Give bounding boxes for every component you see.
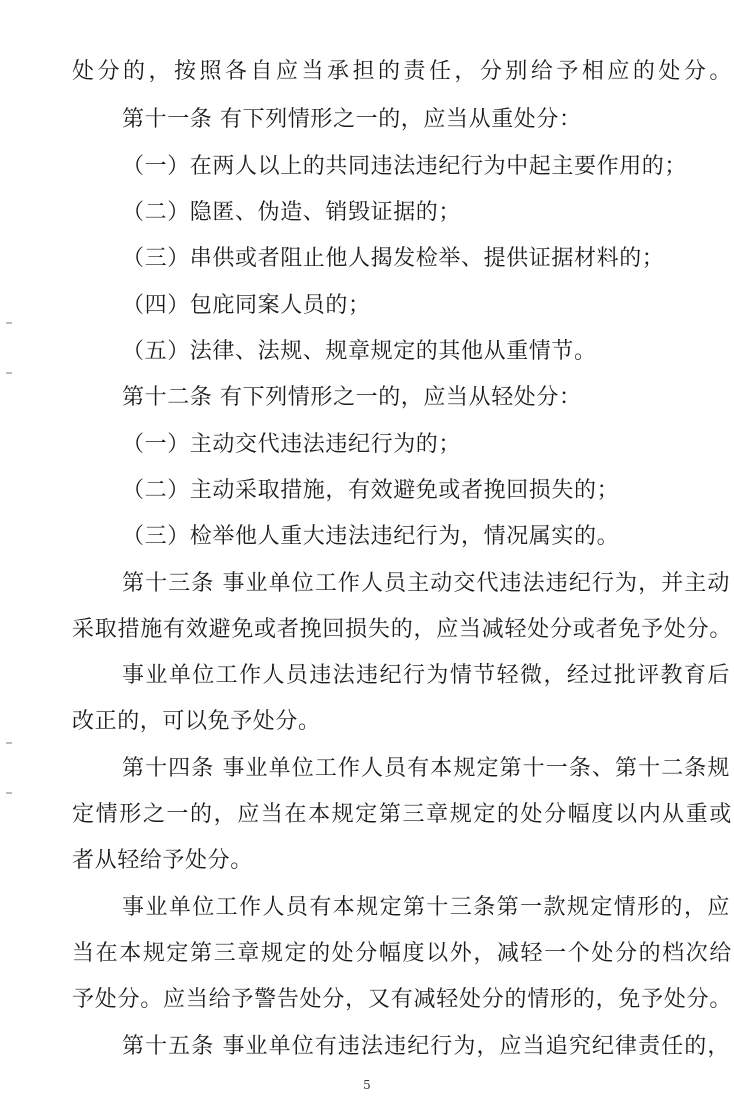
- text-line: 当在本规定第三章规定的处分幅度以外，减轻一个处分的档次给: [72, 941, 732, 966]
- list-item: （四）包庇同案人员的；: [122, 293, 371, 318]
- list-item: （一）在两人以上的共同违法违纪行为中起主要作用的；: [122, 154, 688, 179]
- text-line: 处分的，按照各自应当承担的责任，分别给予相应的处分。: [72, 59, 732, 84]
- paragraph-line: 事业单位工作人员违法违纪行为情节轻微，经过批评教育后: [122, 663, 730, 688]
- margin-mark: [6, 742, 12, 744]
- margin-mark: [6, 792, 12, 794]
- article-heading: 第十二条 有下列情形之一的，应当从轻处分：: [122, 385, 582, 410]
- list-item: （五）法律、法规、规章规定的其他从重情节。: [122, 339, 597, 364]
- list-item: （二）隐匿、伪造、销毁证据的；: [122, 200, 462, 225]
- list-item: （一）主动交代违法违纪行为的；: [122, 432, 462, 457]
- margin-mark: [6, 322, 12, 324]
- text-line: 予处分。应当给予警告处分，又有减轻处分的情形的，免予处分。: [72, 987, 732, 1012]
- article-heading: 第十四条 事业单位工作人员有本规定第十一条、第十二条规: [122, 756, 730, 781]
- margin-mark: [6, 372, 12, 374]
- text-line: 采取措施有效避免或者挽回损失的，应当减轻处分或者免予处分。: [72, 617, 732, 642]
- paragraph-line: 事业单位工作人员有本规定第十三条第一款规定情形的，应: [122, 895, 730, 920]
- article-heading: 第十三条 事业单位工作人员主动交代违法违纪行为，并主动: [122, 571, 730, 596]
- list-item: （三）串供或者阻止他人揭发检举、提供证据材料的；: [122, 246, 665, 271]
- page-number: 5: [363, 1078, 371, 1092]
- list-item: （二）主动采取措施，有效避免或者挽回损失的；: [122, 478, 620, 503]
- text-line: 改正的，可以免予处分。: [72, 709, 321, 734]
- article-heading: 第十五条 事业单位有违法违纪行为，应当追究纪律责任的，: [122, 1034, 730, 1059]
- list-item: （三）检举他人重大违法违纪行为，情况属实的。: [122, 524, 620, 549]
- article-heading: 第十一条 有下列情形之一的，应当从重处分：: [122, 107, 582, 132]
- text-line: 者从轻给予处分。: [72, 848, 253, 873]
- text-line: 定情形之一的，应当在本规定第三章规定的处分幅度以内从重或: [72, 802, 732, 827]
